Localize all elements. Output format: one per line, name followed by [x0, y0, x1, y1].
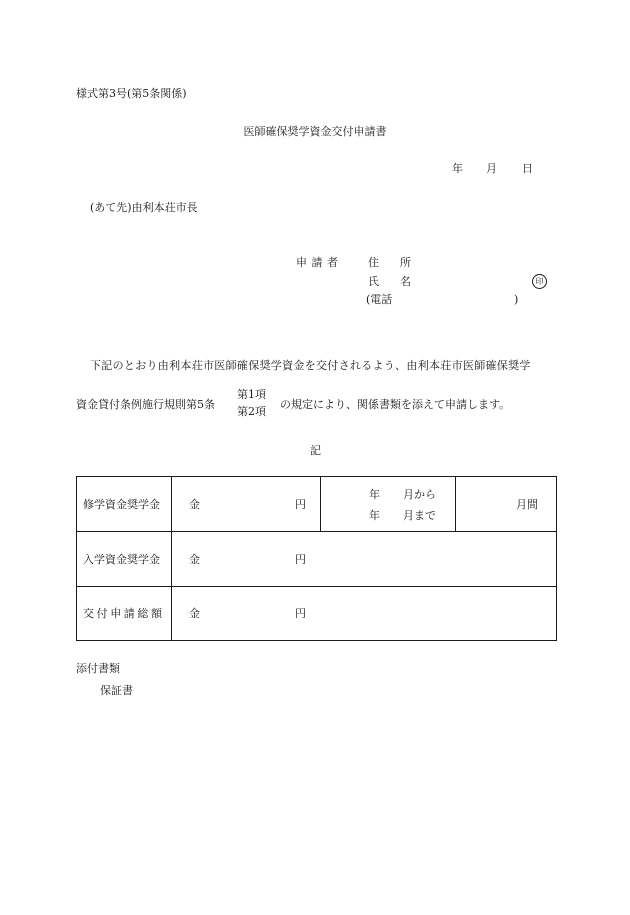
table-column-divider [455, 477, 456, 531]
period-to-year: 年 [369, 509, 380, 522]
amount-yen-label: 円 [295, 553, 306, 566]
date-year-label: 年 [452, 162, 463, 175]
addressee: (あて先)由利本荘市長 [90, 201, 198, 214]
form-number: 様式第3号(第5条関係) [76, 87, 187, 100]
period-from-year: 年 [369, 488, 380, 501]
amount-yen-label: 円 [295, 498, 306, 511]
grant-table [76, 476, 557, 641]
date-day-label: 日 [522, 162, 533, 175]
telephone-close-paren: ) [514, 293, 519, 306]
table-row-divider [77, 586, 556, 587]
period-months-label: 月間 [516, 498, 538, 511]
paragraph-option-2: 第2項 [237, 405, 266, 418]
amount-kin-label: 金 [189, 498, 200, 511]
telephone-label: (電話 [366, 293, 393, 306]
period-from-month: 月から [403, 488, 436, 501]
ki-heading: 記 [310, 444, 321, 457]
table-row-label: 交付申請総額 [83, 607, 165, 620]
table-row-label: 入学資金奨学金 [83, 553, 160, 566]
table-row-label: 修学資金奨学金 [83, 498, 160, 511]
attachment-item: 保証書 [100, 684, 133, 697]
amount-kin-label: 金 [189, 553, 200, 566]
seal-mark: 印 [532, 274, 547, 289]
body-text-line-1: 下記のとおり由利本荘市医師確保奨学資金を交付されるよう、由利本荘市医師確保奨学 [90, 359, 531, 372]
name-label: 氏名 [368, 275, 432, 288]
amount-yen-label: 円 [295, 607, 306, 620]
address-label: 住所 [368, 256, 432, 269]
document-title: 医師確保奨学資金交付申請書 [243, 125, 387, 138]
paragraph-option-1: 第1項 [237, 388, 266, 401]
table-column-divider [320, 477, 321, 531]
amount-kin-label: 金 [189, 607, 200, 620]
body-text-line-2-end: の規定により、関係書類を添えて申請します。 [280, 398, 511, 411]
table-row-divider [77, 531, 556, 532]
body-text-line-2-start: 資金貸付条例施行規則第5条 [76, 398, 215, 411]
table-column-divider [171, 477, 172, 640]
date-month-label: 月 [486, 162, 497, 175]
period-to-month: 月まで [403, 509, 436, 522]
applicant-label: 申請者 [296, 256, 343, 269]
attachments-title: 添付書類 [76, 662, 120, 675]
